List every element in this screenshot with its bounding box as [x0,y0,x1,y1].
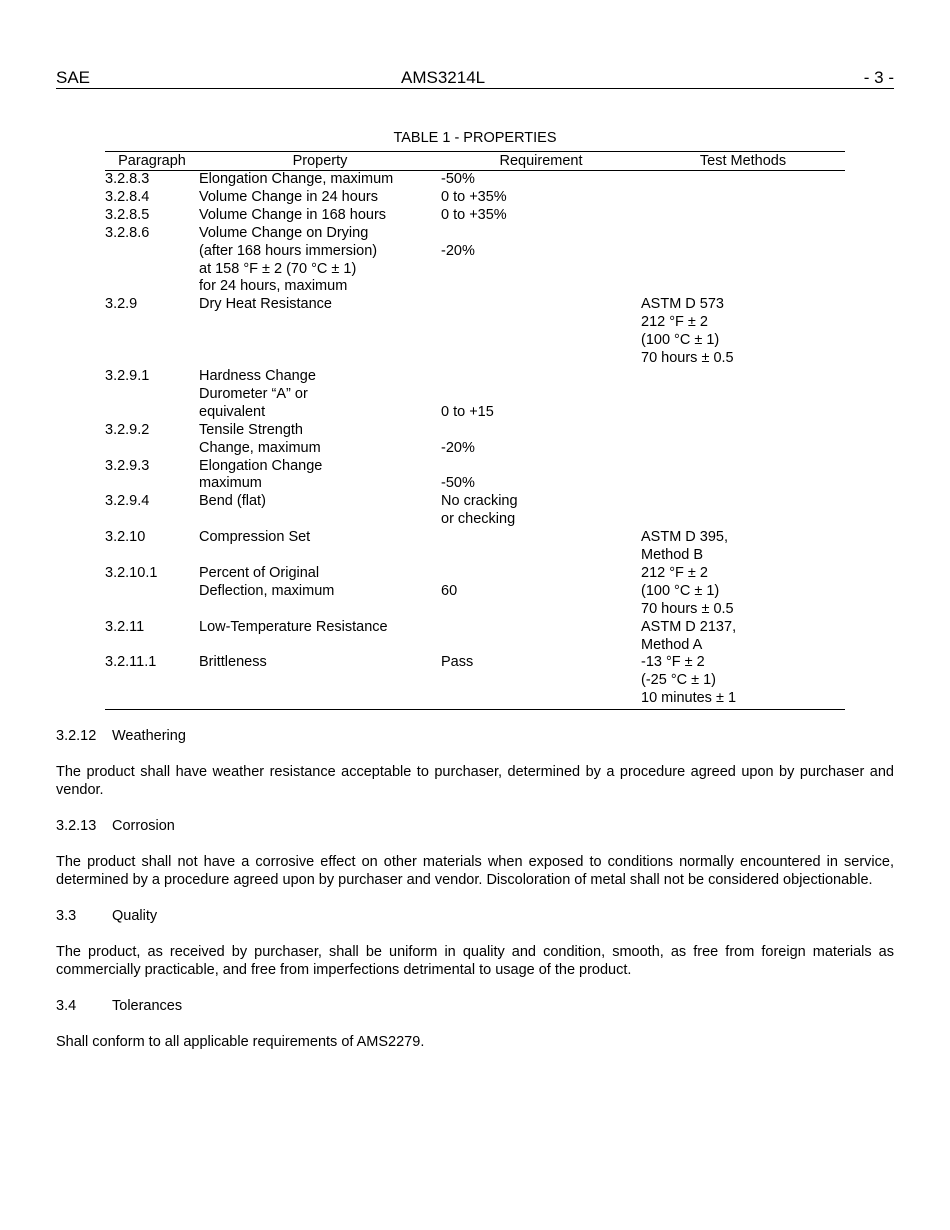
cell-line [441,458,641,476]
cell-test [641,565,845,619]
cell-line: 0 to +35% [441,206,507,223]
cell-test [641,619,845,655]
cell-line: Deflection, maximum [199,582,335,599]
cell-property [199,225,441,297]
cell-line: Method B [641,547,704,564]
cell-requirement [441,207,641,225]
cell-test [641,529,845,565]
cell-line: Method A [641,636,703,653]
table-row [105,207,845,225]
cell-line [441,368,641,386]
cell-test [641,189,845,207]
table-row [105,422,845,458]
table-row [105,225,845,297]
cell-line: ASTM D 573 [641,296,724,313]
header-doc-number: AMS3214L [401,68,486,87]
cell-line: -20% [441,242,475,259]
cell-line: -50% [441,171,475,187]
section-number: 3.2.12 [56,728,97,744]
cell-requirement [441,458,641,494]
cell-test [641,296,845,368]
cell-requirement [441,422,641,458]
cell-property [199,654,441,709]
cell-test [641,654,845,709]
cell-requirement [441,493,641,529]
cell-property [199,189,441,207]
cell-line [441,565,641,583]
column-header-property: Property [199,152,441,171]
cell-line: 0 to +35% [441,188,507,205]
cell-line: Change, maximum [199,439,321,456]
cell-line: 0 to +15 [441,403,494,420]
table-body [105,171,845,710]
table-row [105,619,845,655]
cell-test [641,493,845,529]
table-row [105,529,845,565]
cell-line: Durometer “A” or [199,385,308,402]
table-row [105,493,845,529]
cell-test [641,368,845,422]
cell-requirement [441,225,641,297]
cell-line: Percent of Original [199,564,320,581]
cell-line: Volume Change in 168 hours [199,206,387,223]
section-paragraph: Shall conform to all applicable requirements of AMS2279. [56,1034,425,1050]
cell-line: or checking [441,511,516,528]
cell-property [199,529,441,565]
cell-paragraph [105,422,199,458]
cell-line: maximum [199,475,262,492]
cell-paragraph [105,225,199,297]
column-header-test-methods: Test Methods [641,152,845,171]
table-title: TABLE 1 - PROPERTIES [393,130,557,146]
table-row [105,368,845,422]
header-org: SAE [56,68,91,87]
section-paragraph: The product, as received by purchaser, shall be uniform in quality and condition, smooth, as free from foreign materials as commercially practicable, and free from imperfections detrimental to usage of the product. [56,944,894,978]
cell-line: 70 hours ± 0.5 [641,600,734,617]
cell-paragraph [105,171,199,189]
cell-line: Elongation Change, maximum [199,171,394,187]
cell-line: 3.2.11 [105,618,145,635]
section-title: Tolerances [112,998,183,1014]
cell-line: 3.2.11.1 [105,654,157,671]
cell-requirement [441,619,641,655]
cell-line: 3.2.10.1 [105,564,158,581]
properties-table [105,151,845,710]
cell-line: -20% [441,439,475,456]
cell-property [199,368,441,422]
cell-line: 10 minutes ± 1 [641,690,737,707]
cell-line: 60 [441,582,458,599]
cell-paragraph [105,493,199,529]
cell-line: -13 °F ± 2 [641,654,705,671]
cell-line: Dry Heat Resistance [199,296,332,313]
table-row [105,171,845,189]
cell-line: 3.2.8.6 [105,224,150,241]
cell-line: 3.2.9 [105,296,138,313]
table-row [105,458,845,494]
cell-line: 212 °F ± 2 [641,314,708,331]
cell-line: 3.2.9.3 [105,457,150,474]
section-paragraph: The product shall have weather resistance acceptable to purchaser, determined by a procedure agreed upon by purchaser and vendor. [56,764,894,798]
section-title: Weathering [112,728,186,744]
section-title: Quality [112,908,158,924]
cell-line: 70 hours ± 0.5 [641,350,734,367]
section-number: 3.4 [56,998,77,1014]
cell-line [441,422,641,440]
table-row [105,654,845,709]
section-number: 3.2.13 [56,818,97,834]
cell-line: 3.2.8.5 [105,206,150,223]
table-header-row [105,152,845,171]
cell-line: ASTM D 2137, [641,618,737,635]
cell-line: (after 168 hours immersion) [199,242,378,259]
cell-test [641,422,845,458]
cell-requirement [441,654,641,709]
cell-test [641,207,845,225]
section-heading [56,727,894,745]
cell-property [199,458,441,494]
table-row [105,189,845,207]
cell-line: 3.2.9.4 [105,493,150,510]
cell-line: 3.2.10 [105,529,146,546]
column-header-paragraph: Paragraph [105,152,199,171]
page-header [56,68,894,89]
cell-line: at 158 °F ± 2 (70 °C ± 1) [199,260,357,277]
cell-requirement [441,189,641,207]
table-row [105,565,845,619]
cell-line: 3.2.9.1 [105,367,150,384]
cell-property [199,422,441,458]
cell-line: 3.2.8.3 [105,171,150,187]
cell-line: 212 °F ± 2 [641,564,708,581]
cell-line: 3.2.8.4 [105,188,150,205]
cell-paragraph [105,619,199,655]
header-page-number: - 3 - [863,68,894,87]
cell-line: Pass [441,654,474,671]
cell-line: -50% [441,475,475,492]
cell-requirement [441,296,641,368]
cell-line: Hardness Change [199,367,316,384]
cell-property [199,493,441,529]
cell-requirement [441,565,641,619]
cell-line: Compression Set [199,529,311,546]
cell-line: 3.2.9.2 [105,421,150,438]
cell-property [199,207,441,225]
section-paragraph: The product shall not have a corrosive effect on other materials when exposed to conditions normally encountered in service, determined by a procedure agreed upon by purchaser and vendor. Discoloration of metal shall not be considered objectionable. [56,854,894,888]
cell-line [441,386,641,404]
cell-paragraph [105,207,199,225]
cell-line: equivalent [199,403,266,420]
cell-line: Low-Temperature Resistance [199,618,388,635]
cell-paragraph [105,458,199,494]
cell-line: Tensile Strength [199,421,303,438]
cell-paragraph [105,368,199,422]
cell-line: (-25 °C ± 1) [641,672,716,689]
cell-property [199,296,441,368]
cell-requirement [441,171,641,189]
section-heading [56,907,894,925]
cell-paragraph [105,189,199,207]
cell-paragraph [105,529,199,565]
column-header-requirement: Requirement [441,152,641,171]
cell-paragraph [105,565,199,619]
cell-paragraph [105,296,199,368]
cell-property [199,619,441,655]
cell-line: Elongation Change [199,457,323,474]
cell-line: Brittleness [199,654,267,671]
cell-test [641,458,845,494]
cell-line: Volume Change in 24 hours [199,188,378,205]
cell-requirement [441,368,641,422]
body-sections [56,727,894,1069]
cell-line: No cracking [441,493,518,510]
cell-line: ASTM D 395, [641,529,729,546]
cell-paragraph [105,654,199,709]
section-number: 3.3 [56,908,77,924]
cell-line: Volume Change on Drying [199,224,369,241]
table-row [105,296,845,368]
cell-line: Bend (flat) [199,493,266,510]
cell-line: for 24 hours, maximum [199,278,348,295]
cell-test [641,225,845,297]
cell-property [199,171,441,189]
cell-line: (100 °C ± 1) [641,582,720,599]
cell-property [199,565,441,619]
section-heading [56,817,894,835]
cell-line: (100 °C ± 1) [641,332,720,349]
cell-requirement [441,529,641,565]
cell-test [641,171,845,189]
cell-line [441,225,641,243]
section-heading [56,997,894,1015]
section-title: Corrosion [112,818,175,834]
